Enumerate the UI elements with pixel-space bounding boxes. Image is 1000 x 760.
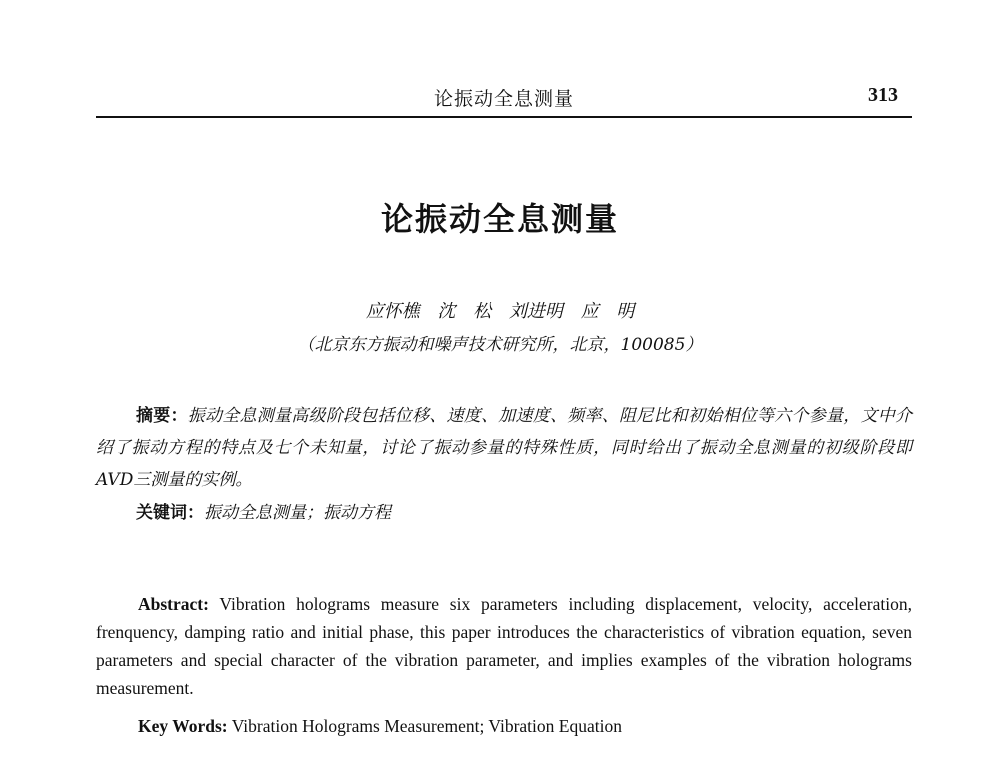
chinese-abstract-label: 摘要： xyxy=(136,406,188,426)
page-number: 313 xyxy=(868,84,898,106)
author-list: 应怀樵 沈 松 刘进明 应 明 xyxy=(365,301,635,322)
chinese-keywords xyxy=(136,498,391,523)
chinese-abstract xyxy=(96,400,912,496)
chinese-keywords-label: 关键词： xyxy=(136,503,204,523)
chinese-abstract-text: 振动全息测量高级阶段包括位移、速度、加速度、频率、阻尼比和初始相位等六个参量，文中介绍了振动方程的特点及七个未知量，讨论了振动参量的特殊性质，同时给出了振动全息测量的初级阶段即AVD三测量的实例。 xyxy=(96,406,912,490)
author-affiliation: （北京东方振动和噪声技术研究所，北京，100085） xyxy=(297,335,703,355)
english-abstract-text: Vibration holograms measure six parameters including displacement, velocity, acceleration, frenquency, damping ratio and initial phase, this paper introduces the characteristics of vibration equation, seven parameters and special character of the vibration parameter, and implies examples of the vibration holograms measurement. xyxy=(96,594,912,698)
running-header xyxy=(96,78,912,118)
english-keywords-label: Key Words: xyxy=(138,716,228,736)
english-keywords-text: Vibration Holograms Measurement; Vibration Equation xyxy=(231,716,622,736)
article-title: 论振动全息测量 xyxy=(380,200,619,238)
english-abstract xyxy=(96,590,912,702)
english-keywords xyxy=(138,716,622,737)
english-abstract-label: Abstract: xyxy=(138,594,209,614)
chinese-keywords-text: 振动全息测量；振动方程 xyxy=(204,503,391,523)
running-title: 论振动全息测量 xyxy=(433,88,574,110)
